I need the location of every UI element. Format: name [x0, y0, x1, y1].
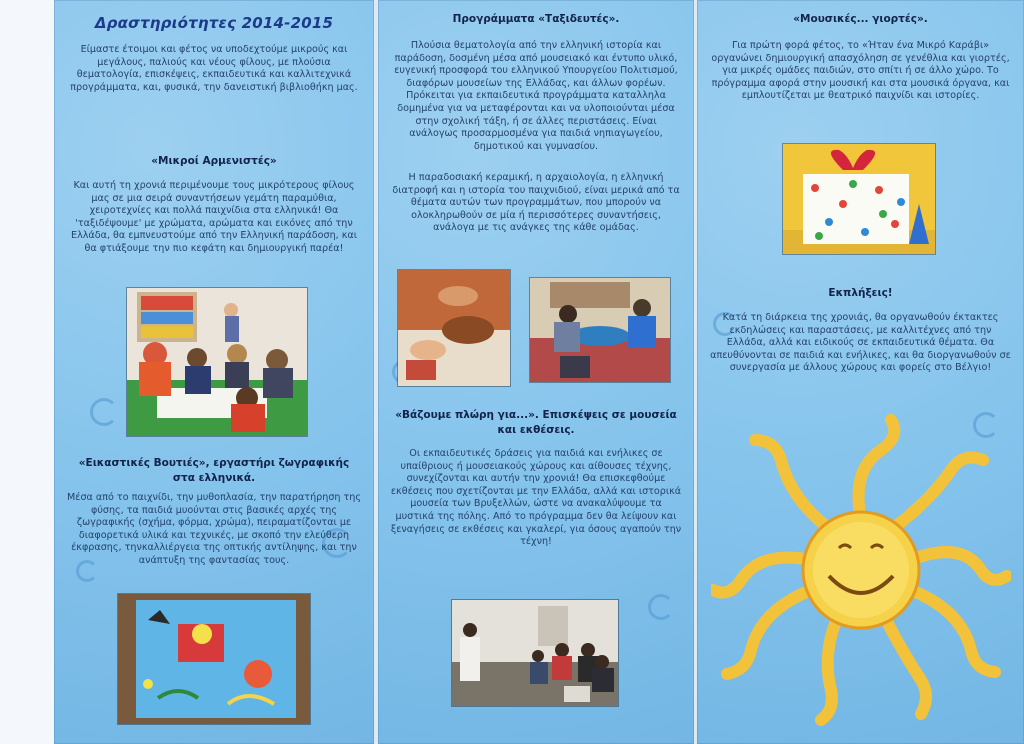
photo-gift-box: [783, 144, 935, 254]
brochure-title: Δραστηριότητες 2014-2015: [94, 14, 334, 32]
section-body-taxidevtes-2: Η παραδοσιακή κεραμική, η αρχαιολογία, η ελληνική διατροφή και η ιστορία του παιχνιδιού, είναι μερικά από τα θέματα αυτών των προγραμμάτων, που μπορούν να ολοκληρωθούν σε μία ή περισσότερες συναντήσεις, ανάλογα με τις ανάγκες της κάθε ομάδας.: [392, 172, 680, 234]
photo-pottery-hands-image: [398, 270, 510, 386]
section-body-mikroi-armenistes: Και αυτή τη χρονιά περιμένουμε τους μικρότερους φίλους μας σε μια σειρά συναντήσεων γεμάτη παραμύθια, χειροτεχνίες και πολλά παιχνίδια στα ελληνικά! Θα 'ταξιδέψουμε' με χρώματα, αρώματα και εικόνες από την Ελλάδα, θα εμπνευστούμε από την Ελληνική παράδοση, και θα φτιάξουμε την πιο κεφάτη και δημιουργική παρέα!: [71, 180, 357, 254]
intro-text: Είμαστε έτοιμοι και φέτος να υποδεχτούμε μικρούς και μεγάλους, παλιούς και νέους φίλους, με πλούσια θεματολογία, επισκέψεις, εκπαιδευτικά και καλλιτεχνικά προγράμματα, και, φυσικά, την δανειστική βιβλιοθήκη μας.: [70, 44, 358, 93]
swirl-decoration: [648, 594, 674, 620]
panel-middle: [378, 0, 694, 744]
section-body-ekplixeis: Κατά τη διάρκεια της χρονιάς, θα οργανωθούν έκτακτες εκδηλώσεις και παραστάσεις, με καλλιτέχνες από την Ελλάδα, αλλά και ειδικούς σε εκπαιδευτικά θέματα. Θα απευθύνονται σε παιδιά και ενήλικες, και θα διοργανωθούν σε συνεργασία με άλλους χώρους και φορείς στο Βέλγιο!: [710, 312, 1011, 374]
photo-pottery-hands: [398, 270, 510, 386]
section-heading-mousikes-giortes: «Μουσικές... γιορτές».: [793, 13, 928, 25]
section-heading-vazoume-plori: «Βάζουμε πλώρη για...». Επισκέψεις σε μουσεία και εκθέσεις.: [395, 409, 677, 436]
photo-children-workshop: [530, 278, 670, 382]
panel-left: [54, 0, 374, 744]
photo-museum-visit-image: [452, 600, 618, 706]
section-body-taxidevtes: Πλούσια θεματολογία από την ελληνική ιστορία και παράδοση, δοσμένη μέσα από μουσειακό και έντυπο υλικό, ευγενική προσφορά του ελληνικού Υπουργείου Πολιτισμού, διαφόρων μουσείων της Ελλάδας, και άλλων φορέων. Πρόκειται για εκπαιδευτικά προγράμματα καταλληλα δομημένα για να μεταφέρονται και να υλοποιούνται μέσα στην σχολική τάξη, ή σε άλλες περιστάσεις. Είναι ανάλογως προσαρμοσμένα για παιδιά νηπιαγωγείου, δημοτικού και γυμνασίου.: [394, 40, 678, 152]
section-heading-ekplixeis: Εκπλήξεις!: [828, 287, 893, 299]
photo-child-painting-image: [118, 594, 310, 724]
section-body-eikastikes-voyties: Μέσα από το παιχνίδι, την μυθοπλασία, την παρατήρηση της φύσης, τα παιδιά μυούνται στις βασικές αρχές της ζωγραφικής (σχήμα, φόρμα, χρώμα), πειραματίζονται με διαφορετικά υλικά και τεχνικές, με σκοπό την ελεύθερη έκφρασης, τηνκαλλιέργεια της οπτικής αντίληψης, και την ανάπτυξη της φαντασίας τους.: [66, 492, 362, 566]
gift-box-image: [783, 144, 935, 254]
section-heading-taxidevtes: Προγράμματα «Ταξιδευτές».: [452, 13, 620, 25]
section-body-vazoume-plori: Οι εκπαιδευτικές δράσεις για παιδιά και ενήλικες σε υπαίθριους ή μουσειακούς χώρους και αίθουσες τέχνης, συνεχίζονται και αυτήν την χρονιά! Θα επισκεφθούμε εκθέσεις που σχετίζονται με την Ελλάδα, αλλά και ιστορικά μουσεία των Βρυξελλών, ώστε να ανακαλύψουμε τα μυστικά της πόλης. Από το πρόγραμμα δεν θα λείψουν και ξεναγήσεις σε εκθέσεις και γκαλερί, για όσους αγαπούν την τέχνη!: [390, 448, 682, 548]
photo-children-workshop-image: [530, 278, 670, 382]
swirl-decoration: [90, 398, 118, 426]
sun-illustration: [711, 410, 1011, 730]
section-heading-mikroi-armenistes: «Μικροί Αρμενιστές»: [151, 155, 277, 167]
sun-icon: [711, 410, 1011, 730]
section-heading-eikastikes-voyties: «Εικαστικές Βουτιές», εργαστήρι ζωγραφικής στα ελληνικά.: [78, 457, 350, 484]
photo-museum-visit: [452, 600, 618, 706]
photo-child-painting: [118, 594, 310, 724]
photo-children-drawing-image: [127, 288, 307, 436]
photo-children-drawing: [127, 288, 307, 436]
panel-right: [697, 0, 1024, 744]
section-body-mousikes-giortes: Για πρώτη φορά φέτος, το «Ήταν ένα Μικρό Καράβι» οργανώνει δημιουργική απασχόληση σε γενέθλια και γιορτές, για μικρές ομάδες παιδιών, στο σπίτι ή σε άλλο χώρο. Το πρόγραμμα αφορά στην μουσική και στα μουσικά όργανα, και εμπλουτίζεται με θεατρικό παιχνίδι και ιστορίες.: [711, 40, 1010, 102]
